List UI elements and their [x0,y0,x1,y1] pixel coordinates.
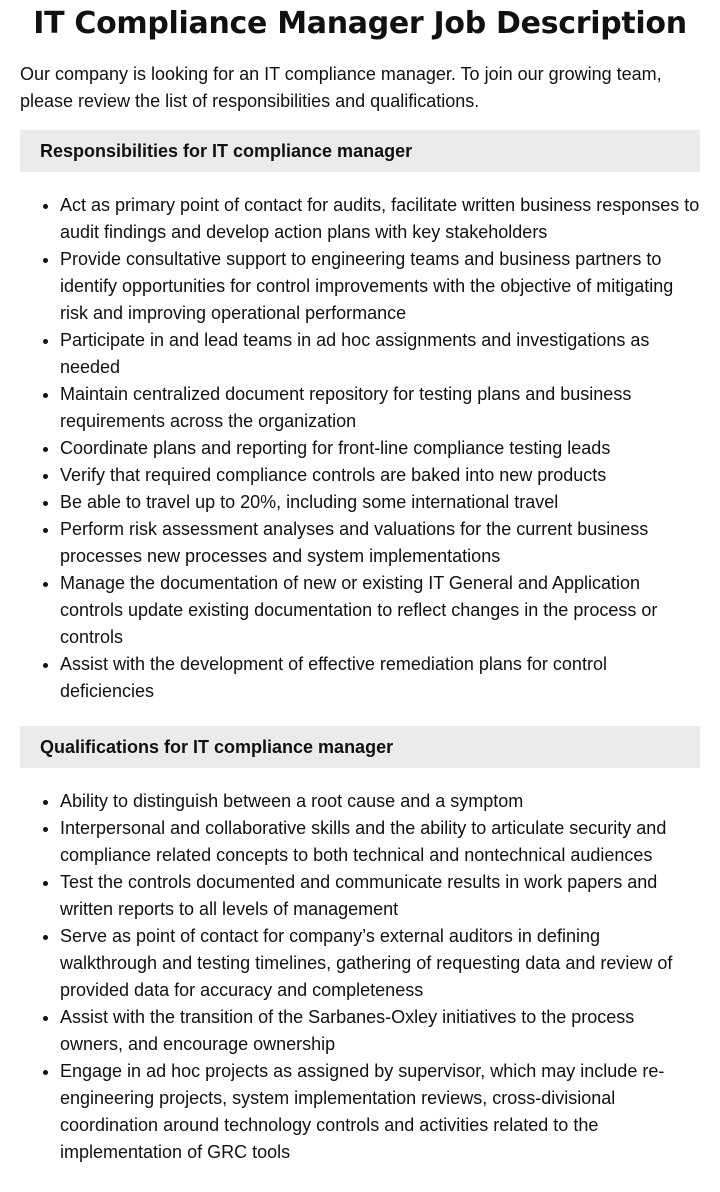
intro-paragraph: Our company is looking for an IT compliance manager. To join our growing team, please review the list of responsibilities and qualifications. [20,64,662,111]
list-item: • Interpersonal and collaborative skills and the ability to articulate security and compliance related concepts to both technical and nontechnical audiences [60,815,700,869]
list-item: • Ability to distinguish between a root cause and a symptom [60,788,700,815]
list-item: • Manage the documentation of new or existing IT General and Application controls update existing documentation to reflect changes in the process or controls [60,570,700,651]
list-item: • Verify that required compliance controls are baked into new products [60,462,700,489]
list-item: • Act as primary point of contact for audits, facilitate written business responses to audit findings and develop action plans with key stakeholders [60,192,700,246]
list-item: • Provide consultative support to engineering teams and business partners to identify opportunities for control improvements with the objective of mitigating risk and improving operational performance [60,246,700,327]
qualifications-heading: Qualifications for IT compliance manager [20,726,700,768]
list-item: • Test the controls documented and communicate results in work papers and written reports to all levels of management [60,869,700,923]
list-item: • Assist with the development of effective remediation plans for control deficiencies [60,651,700,705]
list-item: • Perform risk assessment analyses and valuations for the current business processes new processes and system implementations [60,516,700,570]
list-item: • Assist with the transition of the Sarbanes-Oxley initiatives to the process owners, and encourage ownership [60,1004,700,1058]
qualifications-list [20,788,700,1166]
list-item: • Maintain centralized document repository for testing plans and business requirements across the organization [60,381,700,435]
list-item: • Engage in ad hoc projects as assigned by supervisor, which may include re-engineering projects, system implementation reviews, cross-divisional coordination around technology controls and activities related to the implementation of GRC tools [60,1058,700,1166]
responsibilities-heading: Responsibilities for IT compliance manager [20,130,700,172]
list-item: • Participate in and lead teams in ad hoc assignments and investigations as needed [60,327,700,381]
page-title: IT Compliance Manager Job Description [33,6,687,41]
list-item: • Serve as point of contact for company’s external auditors in defining walkthrough and testing timelines, gathering of requesting data and review of provided data for accuracy and completeness [60,923,700,1004]
responsibilities-list [20,192,700,705]
list-item: • Coordinate plans and reporting for front-line compliance testing leads [60,435,700,462]
list-item: • Be able to travel up to 20%, including some international travel [60,489,700,516]
